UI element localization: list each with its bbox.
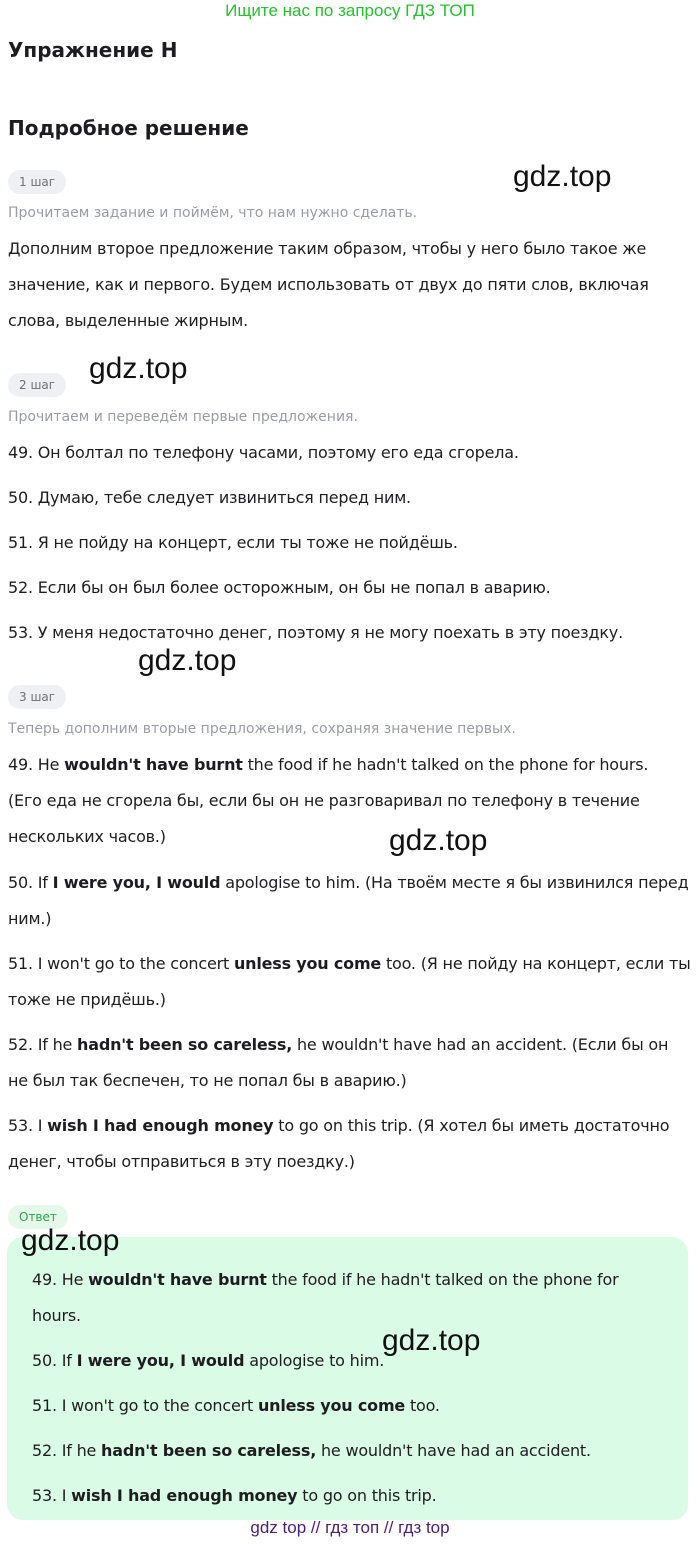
step-3-item-translation: денег, чтобы отправиться в эту поездку.) xyxy=(8,1152,355,1171)
step-2-hint: Прочитаем и переведём первые предложения. xyxy=(8,409,358,425)
step-3-item: 51. I won't go to the concert unless you come too. (Я не пойду на концерт, если ты xyxy=(8,954,691,973)
step-3-item: 50. If I were you, I would apologise to him. (На твоём месте я бы извинился перед xyxy=(8,873,689,892)
watermark: gdz.top xyxy=(382,1324,481,1357)
watermark: gdz.top xyxy=(513,160,612,193)
step-1-line: слова, выделенные жирным. xyxy=(8,311,248,330)
solution-title: Подробное решение xyxy=(8,116,249,140)
search-promo-banner: Ищите нас по запросу ГДЗ ТОП xyxy=(225,1,475,20)
watermark: gdz.top xyxy=(89,352,188,385)
watermark: gdz.top xyxy=(138,644,237,677)
step-3-item-translation: (Его еда не сгорела бы, если бы он не разговаривал по телефону в течение xyxy=(8,791,640,810)
answer-item: 53. I wish I had enough money to go on this trip. xyxy=(32,1486,437,1505)
step-3-item: 53. I wish I had enough money to go on this trip. (Я хотел бы иметь достаточно xyxy=(8,1116,670,1135)
step-2-sentence: 50. Думаю, тебе следует извиниться перед ним. xyxy=(8,488,411,507)
step-3-item-translation: нескольких часов.) xyxy=(8,827,166,846)
step-1-line: значение, как и первого. Будем использовать от двух до пяти слов, включая xyxy=(8,275,649,294)
exercise-title: Упражнение H xyxy=(8,38,178,62)
step-3-item-translation: тоже не придёшь.) xyxy=(8,990,166,1009)
step-1-badge: 1 шаг xyxy=(8,170,66,194)
step-2-badge: 2 шаг xyxy=(8,373,66,397)
answer-item-continuation: hours. xyxy=(32,1306,81,1325)
step-3-item: 49. He wouldn't have burnt the food if he hadn't talked on the phone for hours. xyxy=(8,755,649,774)
step-1-line: Дополним второе предложение таким образом, чтобы у него было такое же xyxy=(8,239,647,258)
step-3-badge: 3 шаг xyxy=(8,685,66,709)
step-2-sentence: 51. Я не пойду на концерт, если ты тоже не пойдёшь. xyxy=(8,533,458,552)
step-2-sentence: 52. Если бы он был более осторожным, он бы не попал в аварию. xyxy=(8,578,551,597)
step-3-item: 52. If he hadn't been so careless, he wouldn't have had an accident. (Если бы он xyxy=(8,1035,669,1054)
step-3-item-translation: не был так беспечен, то не попал бы в аварию.) xyxy=(8,1071,407,1090)
answer-item: 49. He wouldn't have burnt the food if he hadn't talked on the phone for xyxy=(32,1270,619,1289)
watermark: gdz.top xyxy=(389,824,488,857)
step-2-sentence: 49. Он болтал по телефону часами, поэтому его еда сгорела. xyxy=(8,443,519,462)
answer-badge: Ответ xyxy=(8,1205,68,1229)
watermark: gdz.top xyxy=(21,1224,120,1257)
step-3-hint: Теперь дополним вторые предложения, сохраняя значение первых. xyxy=(8,721,516,737)
answer-item: 52. If he hadn't been so careless, he wouldn't have had an accident. xyxy=(32,1441,591,1460)
step-1-hint: Прочитаем задание и поймём, что нам нужно сделать. xyxy=(8,205,418,221)
answer-item: 50. If I were you, I would apologise to him. xyxy=(32,1351,385,1370)
answer-item: 51. I won't go to the concert unless you come too. xyxy=(32,1396,440,1415)
step-2-sentence: 53. У меня недостаточно денег, поэтому я не могу поехать в эту поездку. xyxy=(8,623,623,642)
step-3-item-translation: ним.) xyxy=(8,909,52,928)
footer-links[interactable]: gdz top // гдз топ // гдз top xyxy=(250,1518,450,1537)
